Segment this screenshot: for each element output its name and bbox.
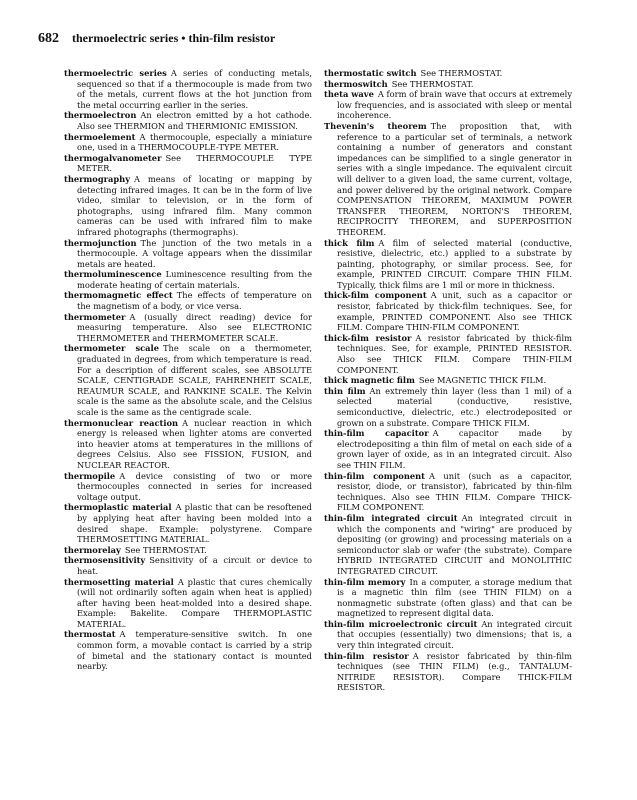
glossary-entry bbox=[64, 418, 312, 471]
glossary-entry bbox=[64, 502, 312, 544]
entry-term: thin-film resistor bbox=[324, 650, 409, 661]
glossary-entry bbox=[324, 513, 572, 577]
glossary-entry bbox=[324, 386, 572, 428]
entry-definition: The scale on a thermometer, graduated in degrees, from which temperature is read. For a description of different scales, see ABSOLUTE SCALE, CENTIGRADE SCALE, FAHRENHEIT SCALE, REAUMUR SCALE, and RANKINE SCALE. The Kelvin scale is the same as the absolute scale, and the Celsius scale is the same as the centigrade scale. bbox=[77, 343, 312, 417]
glossary-entry bbox=[64, 174, 312, 238]
entry-definition: A thermocouple, especially a miniature one, used in a THERMOCOUPLE-TYPE METER. bbox=[77, 131, 312, 153]
entry-definition: A device consisting of two or more thermocouples connected in series for increased voltage output. bbox=[77, 470, 312, 502]
glossary-entry bbox=[64, 238, 312, 270]
glossary-entry bbox=[324, 121, 572, 238]
glossary-entry bbox=[64, 153, 312, 174]
entry-definition: A unit (such as a capacitor, resistor, diode, or transistor), fabricated by thin-film techniques. Also see THIN FILM. Compare THICK-FILM COMPONENT. bbox=[337, 470, 572, 513]
entry-term: thermomagnetic effect bbox=[64, 290, 173, 301]
entry-term: thick-film component bbox=[324, 290, 427, 301]
entry-term: thin-film microelectronic circuit bbox=[324, 618, 478, 629]
entry-definition: The junction of the two metals in a thermocouple. A voltage appears when the dissimilar metals are heated. bbox=[77, 237, 312, 269]
entry-term: thin-film component bbox=[324, 470, 426, 481]
running-head: thermoelectric series • thin-film resistor bbox=[72, 31, 276, 45]
entry-definition: A unit, such as a capacitor or resistor, fabricated by thick-film techniques. See, for example, PRINTED COMPONENT. Also see THICK FILM. Compare THIN-FILM COMPONENT. bbox=[337, 290, 573, 333]
entry-term: thermoelectron bbox=[64, 110, 137, 121]
entry-definition: See THERMOSTAT. bbox=[124, 544, 207, 555]
entry-term: theta wave bbox=[324, 89, 374, 100]
glossary-entry bbox=[324, 79, 572, 90]
entry-definition: A series of conducting metals, sequenced so that if a thermocouple is made from two of the metals, current flows at the hot junction from the metal occurring earlier in the series. bbox=[77, 68, 312, 110]
glossary-entry bbox=[324, 68, 572, 79]
entry-definition: A plastic that cures chemically (will not ordinarily soften again when heat is applied) after having been heat-molded into a desired shape. Example: Bakelite. Compare THERMOPLASTIC MATERIAL. bbox=[77, 576, 313, 629]
entry-definition: The proposition that, with reference to a particular set of terminals, a network containing a number of generators and constant impedances can be simplified to a single generator in series with a single impedance. The equivalent circuit will deliver to a given load, the same current, voltage, and power delivered by the original network. Compare COMPENSATION THEOREM, MAXIMUM POWER TRANSFER THEOREM, NORTON'S THEOREM, RECIPROCITY THEOREM, and SUPERPOSITION THEOREM. bbox=[337, 120, 572, 237]
entry-term: thermonuclear reaction bbox=[64, 417, 179, 428]
page-header bbox=[38, 31, 598, 46]
entry-term: thermogalvanometer bbox=[64, 152, 162, 163]
entry-term: thin-film memory bbox=[324, 576, 406, 587]
right-column bbox=[324, 68, 572, 693]
entry-term: thick film bbox=[324, 237, 375, 248]
entry-term: thermoelectric series bbox=[64, 68, 167, 78]
entry-definition: A temperature-sensitive switch. In one common form, a movable contact is carried by a strip of bimetal and the stationary contact is mounted nearby. bbox=[77, 629, 312, 672]
entry-definition: The effects of temperature on the magnetism of a body, or vice versa. bbox=[77, 290, 312, 312]
entry-term: thin-film capacitor bbox=[324, 428, 429, 439]
entry-term: thermoelement bbox=[64, 131, 136, 142]
glossary-entry bbox=[324, 619, 572, 651]
entry-definition: See THERMOSTAT. bbox=[420, 68, 503, 78]
glossary-entry bbox=[64, 471, 312, 503]
entry-definition: A film of selected material (conductive, resistive, dielectric, etc.) applied to a substrate by painting, photography, or similar process. See, for example, PRINTED CIRCUIT. Compare THIN FILM. Typically, thick films are 1 mil or more in thickness. bbox=[337, 237, 573, 290]
glossary-entry bbox=[324, 577, 572, 619]
glossary-entry bbox=[324, 375, 572, 386]
left-column bbox=[64, 68, 312, 672]
glossary-entry bbox=[64, 555, 312, 576]
glossary-entry bbox=[324, 471, 572, 513]
entry-term: thin-film integrated circuit bbox=[324, 512, 458, 523]
entry-definition: A resistor fabricated by thin-film techniques (see THIN FILM) (e.g., TANTALUM-NITRIDE RESISTOR). Compare THICK-FILM RESISTOR. bbox=[337, 650, 572, 693]
entry-term: thermostat bbox=[64, 629, 116, 640]
entry-term: thermography bbox=[64, 173, 131, 184]
entry-definition: In a computer, a storage medium that is a magnetic thin film (see THIN FILM) on a nonmagnetic substrate (often glass) and that can be magnetized to represent digital data. bbox=[337, 576, 572, 619]
entry-term: thermopile bbox=[64, 470, 116, 481]
glossary-entry bbox=[324, 89, 572, 121]
glossary-entry bbox=[324, 238, 572, 291]
entry-term: thermoluminescence bbox=[64, 269, 162, 280]
glossary-entry bbox=[64, 545, 312, 556]
glossary-entry bbox=[64, 312, 312, 344]
entry-term: thermometer scale bbox=[64, 343, 159, 354]
entry-definition: A form of brain wave that occurs at extremely low frequencies, and is associated with sleep or mental incoherence. bbox=[337, 89, 573, 121]
entry-definition: A (usually direct reading) device for measuring temperature. Also see ELECTRONIC THERMOMETER and THERMOMETER SCALE. bbox=[77, 311, 312, 343]
entry-term: thermoplastic material bbox=[64, 502, 172, 513]
entry-term: thermoswitch bbox=[324, 78, 388, 89]
entry-definition: An integrated circuit that occupies (essentially) two dimensions; that is, a very thin integrated circuit. bbox=[337, 618, 572, 651]
entry-definition: See MAGNETIC THICK FILM. bbox=[418, 375, 547, 386]
entry-term: thermostatic switch bbox=[324, 68, 417, 78]
glossary-entry bbox=[324, 290, 572, 332]
glossary-entry bbox=[324, 428, 572, 470]
entry-definition: See THERMOSTAT. bbox=[391, 78, 474, 89]
glossary-entry bbox=[64, 343, 312, 417]
entry-definition: An electron emitted by a hot cathode. Also see THERMION and THERMIONIC EMISSION. bbox=[77, 110, 312, 131]
entry-definition: Luminescence resulting from the moderate heating of certain materials. bbox=[77, 269, 312, 290]
entry-definition: An extremely thin layer (less than 1 mil) of a selected material (conductive, resistive, semiconductive, dielectric, etc.) electrodeposited or grown on a substrate. Compare THICK FILM. bbox=[337, 385, 572, 428]
entry-definition: A resistor fabricated by thick-film techniques. See, for example, PRINTED RESISTOR. Also see THICK FILM. Compare THIN-FILM COMPONENT. bbox=[337, 332, 572, 375]
glossary-entry bbox=[64, 290, 312, 311]
entry-definition: See THERMOCOUPLE TYPE METER. bbox=[77, 152, 312, 174]
entry-definition: A capacitor made by electrodepositing a thin film of metal on each side of a grown layer of oxide, as in an integrated circuit. Also see THIN FILM. bbox=[337, 428, 573, 470]
entry-term: thermosensitivity bbox=[64, 555, 146, 566]
entry-term: thick-film resistor bbox=[324, 332, 412, 343]
entry-definition: A plastic that can be resoftened by applying heat after having been molded into a desired shape. Example: polystyrene. Compare THERMOSETTING MATERIAL. bbox=[77, 502, 312, 545]
glossary-entry bbox=[64, 68, 312, 110]
entry-term: thermojunction bbox=[64, 237, 137, 248]
entry-term: thick magnetic film bbox=[324, 375, 415, 386]
entry-term: thermosetting material bbox=[64, 576, 174, 587]
glossary-entry bbox=[64, 629, 312, 671]
glossary-entry bbox=[64, 577, 312, 630]
page-number: 682 bbox=[38, 31, 59, 46]
entry-definition: An integrated circuit in which the components and "wiring" are produced by depositing (or growing) and processing materials on a semiconductor slab or wafer (the substrate). Compare HYBRID INTEGRATED CIRCUIT and MONOLITHIC INTEGRATED CIRCUIT. bbox=[337, 512, 572, 576]
glossary-entry bbox=[324, 651, 572, 693]
glossary-entry bbox=[64, 110, 312, 131]
entry-term: Thevenin's theorem bbox=[324, 120, 427, 131]
entry-term: thermorelay bbox=[64, 544, 121, 555]
entry-definition: A nuclear reaction in which energy is released when lighter atoms are converted into heavier atoms at temperatures in the millions of degrees Celsius. Also see FISSION, FUSION, and NUCLEAR REACTOR. bbox=[77, 417, 313, 470]
entry-term: thin film bbox=[324, 385, 366, 396]
entry-definition: A means of locating or mapping by detecting infrared images. It can be in the form of live video, similar to television, or in the form of photographs, using infrared film. Many common cameras can be used with infrared film to make infrared photographs (thermographs). bbox=[77, 173, 312, 237]
glossary-entry bbox=[64, 132, 312, 153]
glossary-entry bbox=[64, 269, 312, 290]
glossary-entry bbox=[324, 333, 572, 375]
entry-term: thermometer bbox=[64, 311, 126, 322]
entry-definition: Sensitivity of a circuit or device to heat. bbox=[77, 555, 312, 576]
